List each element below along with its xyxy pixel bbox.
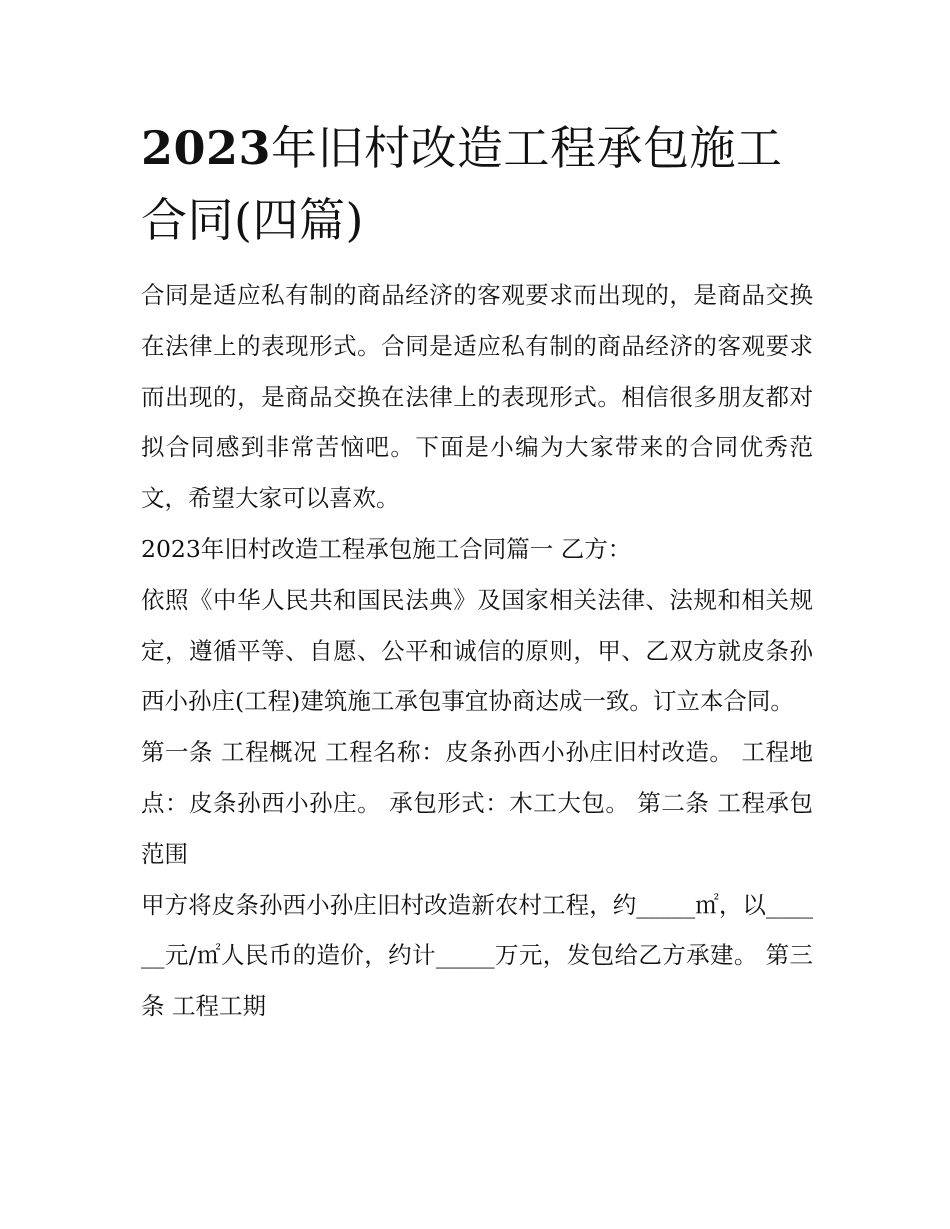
article-two-paragraph: 甲方将皮条孙西小孙庄旧村改造新农村工程，约_____㎡，以______元/㎡人民币的造价，约计_____万元，发包给乙方承建。 第三条 工程工期 xyxy=(141,890,813,1021)
document-page xyxy=(141,112,813,1032)
intro-paragraph: 合同是适应私有制的商品经济的客观要求而出现的，是商品交换在法律上的表现形式。合同是适应私有制的商品经济的客观要求而出现的，是商品交换在法律上的表现形式。相信很多朋友都对拟合同感到非常苦恼吧。下面是小编为大家带来的合同优秀范文，希望大家可以喜欢。 xyxy=(141,281,813,513)
preamble-paragraph: 依照《中华人民共和国民法典》及国家相关法律、法规和相关规定，遵循平等、自愿、公平和诚信的原则，甲、乙双方就皮条孙西小孙庄(工程)建筑施工承包事宜协商达成一致。订立本合同。 xyxy=(141,585,813,716)
section-heading: 2023年旧村改造工程承包施工合同篇一 乙方： xyxy=(141,534,632,563)
title-text: 年旧村改造工程承包施工合同(四篇) xyxy=(141,121,783,247)
document-title xyxy=(141,112,813,256)
document-body xyxy=(141,270,813,1032)
article-one-paragraph: 第一条 工程概况 工程名称：皮条孙西小孙庄旧村改造。 工程地点：皮条孙西小孙庄。 承包形式：木工大包。 第二条 工程承包范围 xyxy=(141,738,813,868)
title-year: 2023 xyxy=(141,121,272,175)
